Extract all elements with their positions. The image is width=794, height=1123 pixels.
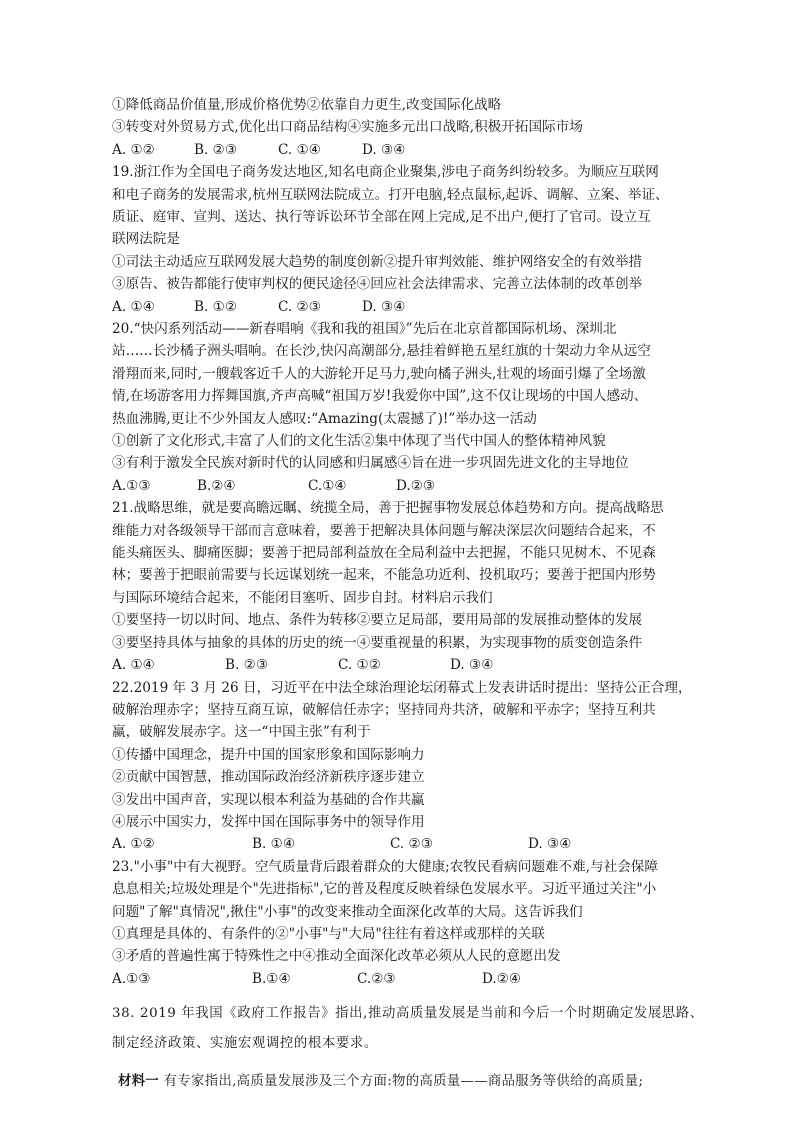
q21-stem-line-1: 21.战略思维，就是要高瞻远瞩、统揽全局，善于把握事物发展总体趋势和方向。提高战略思 <box>112 500 664 517</box>
q20-stem-line-2: 站……长沙橘子洲头唱响。在长沙,快闪高潮部分,悬挂着鲜艳五星红旗的十架动力伞从远空 <box>112 343 651 360</box>
q22-stem-line-2: 破解治理赤字；坚持互商互谅，破解信任赤字；坚持同舟共济，破解和平赤字；坚持互利共 <box>112 701 656 718</box>
q20-choice-b: B.②④ <box>197 477 236 494</box>
q38-material-text: 有专家指出,高质量发展涉及三个方面:物的高质量——商品服务等供给的高质量; <box>159 1074 644 1090</box>
q19-option-1-2: ①司法主动适应互联网发展大趋势的制度创新②提升审判效能、维护网络安全的有效举措 <box>112 253 643 270</box>
q21-stem-line-4: 林；要善于把眼前需要与长远谋划统一起来，不能急功近利、投机取巧；要善于把国内形势 <box>112 567 656 584</box>
exam-page <box>112 94 704 1094</box>
q21-stem-line-3: 能头痛医头、脚痛医脚；要善于把局部利益放在全局利益中去把握，不能只见树木、不见森 <box>112 545 656 562</box>
q23-choice-d: D.②④ <box>482 970 522 987</box>
q22-choice-d: D. ③④ <box>528 836 572 853</box>
q20-stem-line-3: 滑翔而来,同时,一艘载客近千人的大游轮开足马力,驶向橘子洲头,壮观的场面引爆了全场激 <box>112 365 646 382</box>
q23-choice-c: C.②③ <box>357 970 396 987</box>
q19-choice-b: B. ①② <box>194 298 238 315</box>
q20-choice-c: C.①④ <box>308 477 347 494</box>
q22-option-3: ③发出中国声音，实现以根本利益为基础的合作共赢 <box>112 791 425 808</box>
q23-stem-line-1: 23."小事"中有大视野。空气质量背后跟着群众的大健康;农牧民看病问题难不难,与社会保障 <box>112 858 658 875</box>
q20-option-1-2: ①创新了文化形式,丰富了人们的文化生活②集中体现了当代中国人的整体精神风貌 <box>112 433 606 450</box>
q22-option-1: ①传播中国理念，提升中国的国家形象和国际影响力 <box>112 746 425 763</box>
q21-choice-d: D. ③④ <box>450 657 494 674</box>
q21-stem-line-2: 维能力对各级领导干部而言意味着，要善于把解决具体问题与解决深层次问题结合起来，不 <box>112 522 656 539</box>
q18-choice-b: B. ②③ <box>194 141 238 158</box>
q18-choice-c: C. ①④ <box>278 141 321 158</box>
q23-stem-line-3: 问题"了解"真情况",揪住"小事"的改变来推动全面深化改革的大局。这告诉我们 <box>112 903 583 920</box>
q18-option-3-4: ③转变对外贸易方式,优化出口商品结构④实施多元出口战略,积极开拓国际市场 <box>112 119 583 136</box>
q22-choice-c: C. ②③ <box>390 836 433 853</box>
q21-choices <box>112 654 690 676</box>
q20-stem-line-1: 20.“快闪系列活动——新春唱响《我和我的祖国》”先后在北京首都国际机场、深圳北 <box>112 321 617 338</box>
q18-choice-d: D. ③④ <box>362 141 406 158</box>
q23-choices <box>112 968 690 990</box>
q23-stem-line-2: 息息相关;垃圾处理是个"先进指标",它的普及程度反映着绿色发展水平。习近平通过关注"小 <box>112 881 657 898</box>
q20-stem-line-5: 热血沸腾,更让不少外国友人感叹:“Amazing(太震撼了)!”举办这一活动 <box>112 410 537 427</box>
q19-choice-c: C. ②③ <box>278 298 321 315</box>
q23-choice-b: B.①④ <box>252 970 291 987</box>
q20-choice-a: A.①③ <box>112 477 151 494</box>
q21-choice-a: A. ①④ <box>112 657 155 674</box>
q38-material-label: 材料一 <box>118 1073 160 1090</box>
q22-stem-line-1: 22.2019 年 3 月 26 日，习近平在中法全球治理论坛闭幕式上发表讲话时提出：坚持公正合理， <box>112 679 692 696</box>
q22-choices <box>112 833 690 855</box>
q22-option-2: ②贡献中国智慧，推动国际政治经济新秩序逐步建立 <box>112 769 425 786</box>
q22-option-4: ④展示中国实力，发挥中国在国际事务中的领导作用 <box>112 813 425 830</box>
q22-choice-a: A. ①② <box>112 836 155 853</box>
q19-stem-line-2: 和电子商务的发展需求,杭州互联网法院成立。打开电脑,轻点鼠标,起诉、调解、立案、举证、 <box>112 186 669 203</box>
q18-choices <box>112 139 690 161</box>
q20-choice-d: D.②③ <box>396 477 436 494</box>
q23-option-1-2: ①真理是具体的、有条件的②"小事"与"大局"往往有着这样或那样的关联 <box>112 925 545 942</box>
q38-material-one <box>112 1069 690 1094</box>
q19-choice-a: A. ①④ <box>112 298 155 315</box>
q18-choice-a: A. ①② <box>112 141 155 158</box>
q38-stem-line-1: 38. 2019 年我国《政府工作报告》指出,推动高质量发展是当前和今后一个时期确定发展思路、 <box>112 1006 704 1022</box>
q18-option-1-2: ①降低商品价值量,形成价格优势②依靠自力更生,改变国际化战略 <box>112 97 502 113</box>
q21-choice-b: B. ②③ <box>225 657 269 674</box>
q21-option-3-4: ③要坚持具体与抽象的具体的历史的统一④要重视量的积累，为实现事物的质变创造条件 <box>112 634 643 651</box>
q19-choices <box>112 296 690 318</box>
q23-option-3-4: ③矛盾的普遍性寓于特殊性之中④推动全面深化改革必须从人民的意愿出发 <box>112 948 561 965</box>
q19-choice-d: D. ③④ <box>362 298 406 315</box>
q19-stem-line-4: 联网法院是 <box>112 231 180 248</box>
q19-stem-line-3: 质证、庭审、宣判、送达、执行等诉讼环节全部在网上完成,足不出户,便打了官司。设立互 <box>112 209 651 226</box>
q23-choice-a: A.①③ <box>112 970 151 987</box>
q20-option-3-4: ③有利于激发全民族对新时代的认同感和归属感④旨在进一步巩固先进文化的主导地位 <box>112 455 629 472</box>
q22-choice-b: B. ①④ <box>252 836 296 853</box>
q22-stem-line-3: 赢，破解发展赤字。这一“中国主张”有利于 <box>112 724 371 741</box>
q21-option-1-2: ①要坚持一切以时间、地点、条件为转移②要立足局部，要用局部的发展推动整体的发展 <box>112 612 643 629</box>
q38-stem-line-2: 制定经济政策、实施宏观调控的根本要求。 <box>112 1036 378 1052</box>
q21-stem-line-5: 与国际环境结合起来，不能闭目塞听、固步自封。材料启示我们 <box>112 589 493 606</box>
q19-stem-line-1: 19.浙江作为全国电子商务发达地区,知名电商企业聚集,涉电子商务纠纷较多。为顺应互联网 <box>112 164 659 181</box>
q20-choices <box>112 475 690 497</box>
q21-choice-c: C. ①② <box>338 657 381 674</box>
q20-stem-line-4: 情,在场游客用力挥舞国旗,齐声高喊“祖国万岁!我爱你中国”,这不仅让现场的中国人感动、 <box>112 388 648 405</box>
q19-option-3-4: ③原告、被告都能行使审判权的便民途径④回应社会法律需求、完善立法体制的改革创举 <box>112 276 643 293</box>
